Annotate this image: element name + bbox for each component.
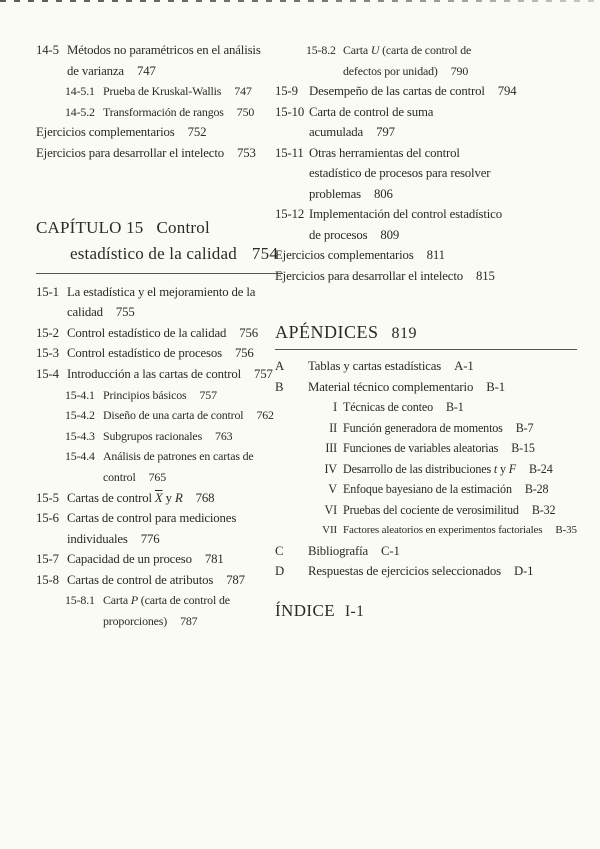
toc-entry-number: 15-2 bbox=[36, 325, 59, 340]
toc-entry bbox=[36, 302, 276, 323]
chapter-title-start: Control bbox=[156, 217, 210, 237]
toc-entry-title: Diseño de una carta de control bbox=[103, 408, 244, 423]
toc-entry-title: Tablas y cartas estadísticas bbox=[308, 359, 442, 373]
toc-entry-title bbox=[343, 459, 516, 480]
toc-section-chapter-15-continued bbox=[275, 40, 590, 286]
toc-entry-title: Principios básicos bbox=[103, 387, 187, 402]
toc-entry-title: Prueba de Kruskal-Wallis bbox=[103, 84, 222, 99]
toc-entry-number: 15-9 bbox=[275, 84, 298, 98]
title-text: y bbox=[162, 490, 175, 505]
toc-entry bbox=[275, 61, 590, 82]
toc-entry-title: Control estadístico de la calidad bbox=[67, 325, 227, 340]
index-title: ÍNDICE bbox=[275, 600, 335, 620]
toc-entry bbox=[36, 343, 276, 364]
toc-entry-title: Ejercicios para desarrollar el intelecto bbox=[36, 145, 224, 160]
toc-entry-title: defectos por unidad) bbox=[343, 63, 438, 78]
toc-entry bbox=[275, 163, 590, 184]
toc-entry-title: Enfoque bayesiano de la estimación bbox=[343, 482, 512, 496]
toc-right-column bbox=[275, 40, 590, 621]
toc-entry-number: VII bbox=[322, 524, 337, 536]
chapter-heading-rule bbox=[36, 273, 283, 274]
toc-entry-number: 15-5 bbox=[36, 490, 59, 505]
toc-entry bbox=[275, 438, 590, 459]
toc-entry bbox=[36, 385, 276, 406]
toc-entry-title bbox=[343, 40, 471, 61]
toc-entry bbox=[275, 561, 590, 582]
toc-entry-page: C-1 bbox=[381, 543, 400, 558]
appendices-title: APÉNDICES bbox=[275, 322, 379, 342]
toc-entry-title: acumulada bbox=[309, 125, 364, 139]
toc-entry-number: 15-10 bbox=[275, 104, 305, 119]
toc-entry bbox=[36, 102, 276, 123]
toc-entry bbox=[275, 397, 590, 418]
toc-entry bbox=[36, 529, 276, 550]
chapter-heading-line-1 bbox=[36, 215, 276, 241]
toc-entry-number: III bbox=[325, 441, 337, 455]
toc-entry-number: 15-1 bbox=[36, 284, 59, 299]
toc-entry-title: Transformación de rangos bbox=[103, 104, 224, 119]
toc-entry bbox=[275, 143, 590, 164]
toc-entry-page: 763 bbox=[215, 428, 233, 443]
appendices-page-number: 819 bbox=[391, 325, 418, 342]
toc-entry-page: B-28 bbox=[524, 482, 549, 496]
title-text: Cartas de control bbox=[67, 490, 155, 505]
title-text: Carta bbox=[343, 43, 371, 57]
toc-entry-number: 15-4 bbox=[36, 366, 59, 381]
toc-entry bbox=[36, 323, 276, 344]
toc-entry-page: 787 bbox=[226, 572, 245, 587]
toc-entry bbox=[275, 225, 590, 246]
toc-entry-page: B-35 bbox=[555, 524, 577, 536]
toc-entry-page: 794 bbox=[497, 84, 517, 98]
index-heading bbox=[275, 601, 590, 621]
toc-entry bbox=[36, 508, 276, 529]
toc-entry-title: Función generadora de momentos bbox=[343, 420, 503, 435]
toc-entry bbox=[275, 356, 590, 377]
toc-entry bbox=[275, 459, 590, 480]
toc-entry-title: control bbox=[103, 469, 136, 484]
title-text: Desarrollo de las distribuciones bbox=[343, 461, 494, 476]
scan-artifact-top-edge bbox=[0, 0, 600, 3]
toc-entry-page: 811 bbox=[426, 248, 445, 262]
toc-entry-page: 755 bbox=[115, 305, 135, 320]
toc-section-chapter-14-end bbox=[36, 40, 276, 164]
toc-entry bbox=[36, 81, 276, 102]
toc-entry-page: 757 bbox=[254, 366, 273, 381]
toc-entry-page: 752 bbox=[187, 125, 207, 140]
toc-entry-title: Material técnico complementario bbox=[308, 379, 474, 394]
chapter-heading-line-2 bbox=[36, 241, 279, 267]
toc-entry bbox=[275, 479, 590, 500]
toc-entry bbox=[36, 446, 276, 467]
toc-entry-title: La estadística y el mejoramiento de la bbox=[67, 284, 256, 299]
toc-entry-page: 815 bbox=[475, 268, 495, 283]
toc-entry-number: 15-6 bbox=[36, 511, 59, 526]
toc-entry-page: B-32 bbox=[531, 502, 556, 517]
toc-entry-number: 14-5.1 bbox=[65, 84, 95, 99]
toc-entry-number: V bbox=[328, 482, 337, 496]
toc-entry-page: 797 bbox=[376, 125, 395, 139]
toc-left-column bbox=[36, 40, 279, 632]
toc-entry bbox=[36, 611, 276, 632]
toc-entry-number: IV bbox=[324, 461, 337, 476]
toc-entry bbox=[275, 204, 590, 225]
toc-entry bbox=[36, 364, 276, 385]
toc-entry bbox=[36, 467, 276, 488]
math-symbol: F bbox=[508, 461, 517, 476]
toc-entry bbox=[275, 102, 590, 123]
toc-entry-title: Métodos no paramétricos en el análisis bbox=[67, 43, 261, 57]
toc-entry-page: 806 bbox=[373, 186, 393, 201]
math-symbol: $\overline{X}$ bbox=[154, 490, 163, 505]
toc-entry-page: 757 bbox=[199, 387, 217, 402]
toc-entry-title: individuales bbox=[67, 531, 128, 546]
toc-entry bbox=[36, 405, 276, 426]
toc-entry-number: 15-11 bbox=[275, 145, 304, 160]
toc-entry-title: problemas bbox=[309, 186, 361, 201]
toc-entry-title: calidad bbox=[67, 305, 103, 320]
toc-entry-title: de procesos bbox=[309, 227, 368, 242]
toc-entry-page: 776 bbox=[140, 531, 160, 546]
toc-entry-page: 756 bbox=[234, 346, 254, 361]
toc-entry-title: Ejercicios complementarios bbox=[36, 125, 175, 140]
toc-entry-number: VI bbox=[324, 502, 337, 517]
chapter-page-number: 754 bbox=[251, 243, 279, 263]
toc-entry-title: Subgrupos racionales bbox=[103, 428, 203, 443]
toc-entry-number: B bbox=[275, 379, 284, 394]
toc-entry-title: Introducción a las cartas de control bbox=[67, 366, 242, 381]
toc-entry-number: 15-7 bbox=[36, 552, 59, 567]
toc-entry-title: Análisis de patrones en cartas de bbox=[103, 449, 254, 464]
toc-entry-number: 14-5 bbox=[36, 43, 59, 57]
index-page-number: I-1 bbox=[345, 602, 365, 620]
toc-entry bbox=[275, 40, 590, 61]
toc-entry-number: 15-4.4 bbox=[65, 449, 95, 464]
toc-entry-page: 756 bbox=[239, 325, 258, 340]
toc-entry bbox=[36, 570, 276, 591]
toc-entry-number: 15-4.3 bbox=[65, 428, 95, 443]
toc-entry-title: Funciones de variables aleatorias bbox=[343, 441, 499, 455]
toc-entry-title: Técnicas de conteo bbox=[343, 400, 433, 414]
toc-entry-title: Factores aleatorios en experimentos factoriales bbox=[343, 524, 543, 536]
toc-entry bbox=[275, 266, 590, 287]
toc-entry-page: 809 bbox=[380, 227, 400, 242]
toc-entry-title: Desempeño de las cartas de control bbox=[309, 84, 485, 98]
toc-entry-page: 781 bbox=[204, 552, 224, 567]
toc-entry-title: de varianza bbox=[67, 63, 124, 78]
toc-entry-number: C bbox=[275, 543, 284, 558]
toc-entry-title: Respuestas de ejercicios seleccionados bbox=[308, 564, 501, 578]
toc-entry-title: Otras herramientas del control bbox=[309, 145, 460, 160]
toc-entry bbox=[275, 377, 590, 398]
toc-entry-page: 765 bbox=[148, 469, 167, 484]
title-text: (carta de control de bbox=[379, 43, 472, 57]
toc-entry-number: 15-4.2 bbox=[65, 408, 95, 423]
toc-entry-number: 15-8.1 bbox=[65, 593, 95, 608]
toc-entry-page: 753 bbox=[236, 145, 256, 160]
toc-entry-page: B-24 bbox=[529, 461, 553, 476]
toc-entry-page: B-1 bbox=[486, 379, 505, 394]
toc-entry-title: Bibliografía bbox=[308, 543, 369, 558]
title-text: Carta bbox=[103, 593, 131, 608]
toc-entry-number: I bbox=[333, 400, 337, 414]
toc-entry-number: 15-12 bbox=[275, 207, 305, 221]
toc-entry-title: Implementación del control estadístico bbox=[309, 207, 502, 221]
toc-section-appendices bbox=[275, 356, 590, 582]
toc-entry bbox=[275, 500, 590, 521]
toc-entry bbox=[36, 426, 276, 447]
toc-entry bbox=[36, 549, 276, 570]
toc-entry-page: D-1 bbox=[513, 564, 534, 578]
toc-entry-page: 750 bbox=[236, 104, 255, 119]
chapter-label: CAPÍTULO 15 bbox=[36, 217, 144, 237]
toc-entry-title: proporciones) bbox=[103, 614, 168, 629]
toc-entry-number: 15-8.2 bbox=[306, 43, 336, 57]
toc-entry-page: B-1 bbox=[445, 400, 464, 414]
math-symbol: U bbox=[370, 43, 380, 57]
chapter-title-continuation: estadístico de la calidad bbox=[70, 243, 237, 263]
math-symbol: R bbox=[174, 490, 183, 505]
toc-entry-title: Ejercicios complementarios bbox=[275, 248, 414, 262]
toc-entry-title: Control estadístico de procesos bbox=[67, 346, 222, 361]
toc-entry-number: 14-5.2 bbox=[65, 104, 95, 119]
toc-entry-page: B-15 bbox=[511, 441, 535, 455]
toc-entry-page: 747 bbox=[136, 63, 156, 78]
toc-entry bbox=[36, 282, 276, 303]
toc-entry-title: Carta de control de suma bbox=[309, 104, 434, 119]
toc-entry-title: Pruebas del cociente de verosimilitud bbox=[343, 502, 519, 517]
toc-entry-page: 762 bbox=[256, 408, 274, 423]
toc-entry bbox=[36, 488, 276, 509]
toc-entry-number: A bbox=[275, 359, 285, 373]
toc-entry bbox=[36, 590, 276, 611]
toc-entry bbox=[275, 81, 590, 102]
toc-section-chapter-15 bbox=[36, 282, 276, 632]
toc-entry-title: estadístico de procesos para resolver bbox=[309, 166, 491, 180]
appendices-heading-rule bbox=[275, 349, 577, 350]
toc-entry bbox=[36, 61, 276, 82]
toc-entry bbox=[275, 418, 590, 439]
toc-entry-title: Capacidad de un proceso bbox=[67, 552, 192, 567]
toc-entry bbox=[275, 541, 590, 562]
toc-entry bbox=[275, 184, 590, 205]
toc-entry bbox=[36, 40, 276, 61]
toc-entry bbox=[275, 122, 590, 143]
toc-entry-number: 15-3 bbox=[36, 346, 59, 361]
toc-entry-page: 790 bbox=[450, 63, 469, 78]
math-symbol: P bbox=[130, 593, 138, 608]
toc-entry bbox=[36, 143, 276, 164]
toc-entry-number: II bbox=[329, 420, 337, 435]
toc-entry-page: 787 bbox=[180, 614, 198, 629]
toc-entry-page: 747 bbox=[234, 84, 252, 99]
toc-entry-page: A-1 bbox=[454, 359, 474, 373]
math-symbol: t bbox=[493, 461, 498, 476]
toc-entry-title bbox=[103, 590, 230, 611]
title-text: y bbox=[497, 461, 509, 476]
toc-entry-title bbox=[67, 488, 183, 509]
appendices-heading bbox=[275, 321, 590, 345]
toc-entry-number: D bbox=[275, 564, 285, 578]
toc-entry bbox=[275, 520, 590, 541]
toc-entry bbox=[275, 245, 590, 266]
toc-entry-title: Ejercicios para desarrollar el intelecto bbox=[275, 268, 463, 283]
toc-entry-page: 768 bbox=[195, 490, 215, 505]
toc-entry-page: B-7 bbox=[515, 420, 534, 435]
toc-entry-title: Cartas de control de atributos bbox=[67, 572, 214, 587]
toc-entry bbox=[36, 122, 276, 143]
toc-entry-title: Cartas de control para mediciones bbox=[67, 511, 237, 526]
toc-entry-number: 15-4.1 bbox=[65, 387, 95, 402]
title-text: (carta de control de bbox=[137, 593, 230, 608]
toc-entry-number: 15-8 bbox=[36, 572, 59, 587]
chapter-15-heading-block bbox=[36, 215, 279, 274]
